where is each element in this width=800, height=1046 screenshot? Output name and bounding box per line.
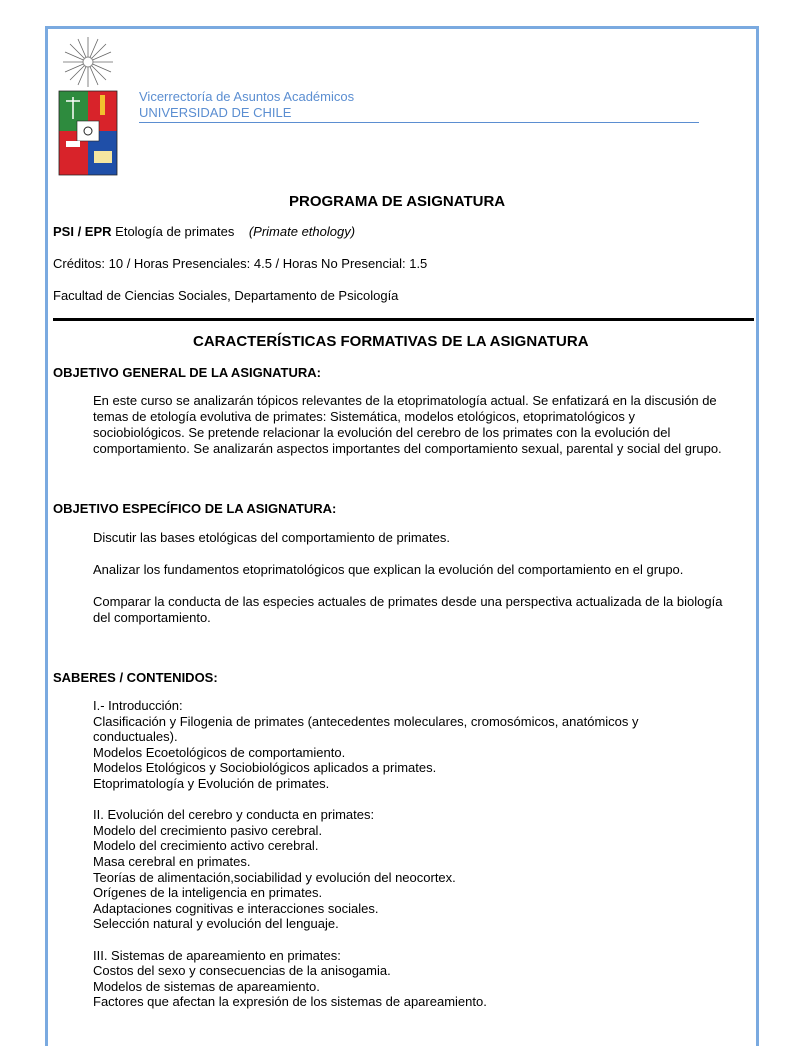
page-title: PROGRAMA DE ASIGNATURA [289,193,506,210]
contents-list [93,698,723,1010]
list-item: Clasificación y Filogenia de primates (antecedentes moleculares, cromosómicos, anatómicos y conductuales). [93,713,639,745]
list-item: Costos del sexo y consecuencias de la anisogamia. [93,963,391,979]
unit-title: III. Sistemas de apareamiento en primates: [93,947,341,963]
list-item: Teorías de alimentación,sociabilidad y evolución del neocortex. [93,869,456,885]
list-item: Orígenes de la inteligencia en primates. [93,885,323,901]
section-divider [53,318,754,321]
course-code: PSI / EPR [53,224,112,239]
general-objective-text: En este curso se analizarán tópicos relevantes de la etoprimatología actual. Se enfatizará en la discusión de temas de etología evolutiva de primates: Sistemática, modelos etológicos, etoprimatológicos y sociobiológicos. Se pretende relacionar la evolución del cerebro de los primates con la evolución del comportamiento. Se analizarán aspectos importantes del comportamiento sexual, parental y social del grupo. [93,393,722,456]
list-item: Factores que afectan la expresión de los sistemas de apareamiento. [93,994,487,1010]
general-objective-heading: OBJETIVO GENERAL DE LA ASIGNATURA: [53,365,321,380]
university-name: UNIVERSIDAD DE CHILE [139,105,699,123]
faculty-line: Facultad de Ciencias Sociales, Departamento de Psicología [53,288,399,303]
course-name: Etología de primates [115,224,235,239]
list-item: Masa cerebral en primates. [93,853,251,869]
specific-objective-item: Comparar la conducta de las especies actuales de primates desde una perspectiva actualizada de la biología del comportamiento. [93,594,723,625]
list-item: Modelo del crecimiento pasivo cerebral. [93,822,323,838]
list-item: Modelo del crecimiento activo cerebral. [93,838,319,854]
university-crest-logo [58,35,118,177]
list-item: Selección natural y evolución del lenguaje. [93,916,339,932]
credits-line: Créditos: 10 / Horas Presenciales: 4.5 / Horas No Presencial: 1.5 [53,256,428,271]
unit-title: II. Evolución del cerebro y conducta en primates: [93,807,375,823]
list-item: Adaptaciones cognitivas e interacciones sociales. [93,900,379,916]
list-item: Modelos de sistemas de apareamiento. [93,978,320,994]
unit-title: I.- Introducción: [93,698,183,713]
specific-objective-item: Analizar los fundamentos etoprimatológicos que explican la evolución del comportamiento en el grupo. [93,562,684,577]
contents-heading: SABERES / CONTENIDOS: [53,670,218,685]
characteristics-heading: CARACTERÍSTICAS FORMATIVAS DE LA ASIGNATURA [193,333,589,350]
list-item: Etoprimatología y Evolución de primates. [93,775,330,791]
specific-objective-item: Discutir las bases etológicas del comportamiento de primates. [93,530,450,545]
vice-rectory-name: Vicerrectoría de Asuntos Académicos [139,89,355,104]
course-name-english: (Primate ethology) [248,224,356,239]
list-item: Modelos Etológicos y Sociobiológicos aplicados a primates. [93,760,437,776]
list-item: Modelos Ecoetológicos de comportamiento. [93,744,346,760]
specific-objective-heading: OBJETIVO ESPECÍFICO DE LA ASIGNATURA: [53,501,337,516]
course-identifier [53,224,355,240]
